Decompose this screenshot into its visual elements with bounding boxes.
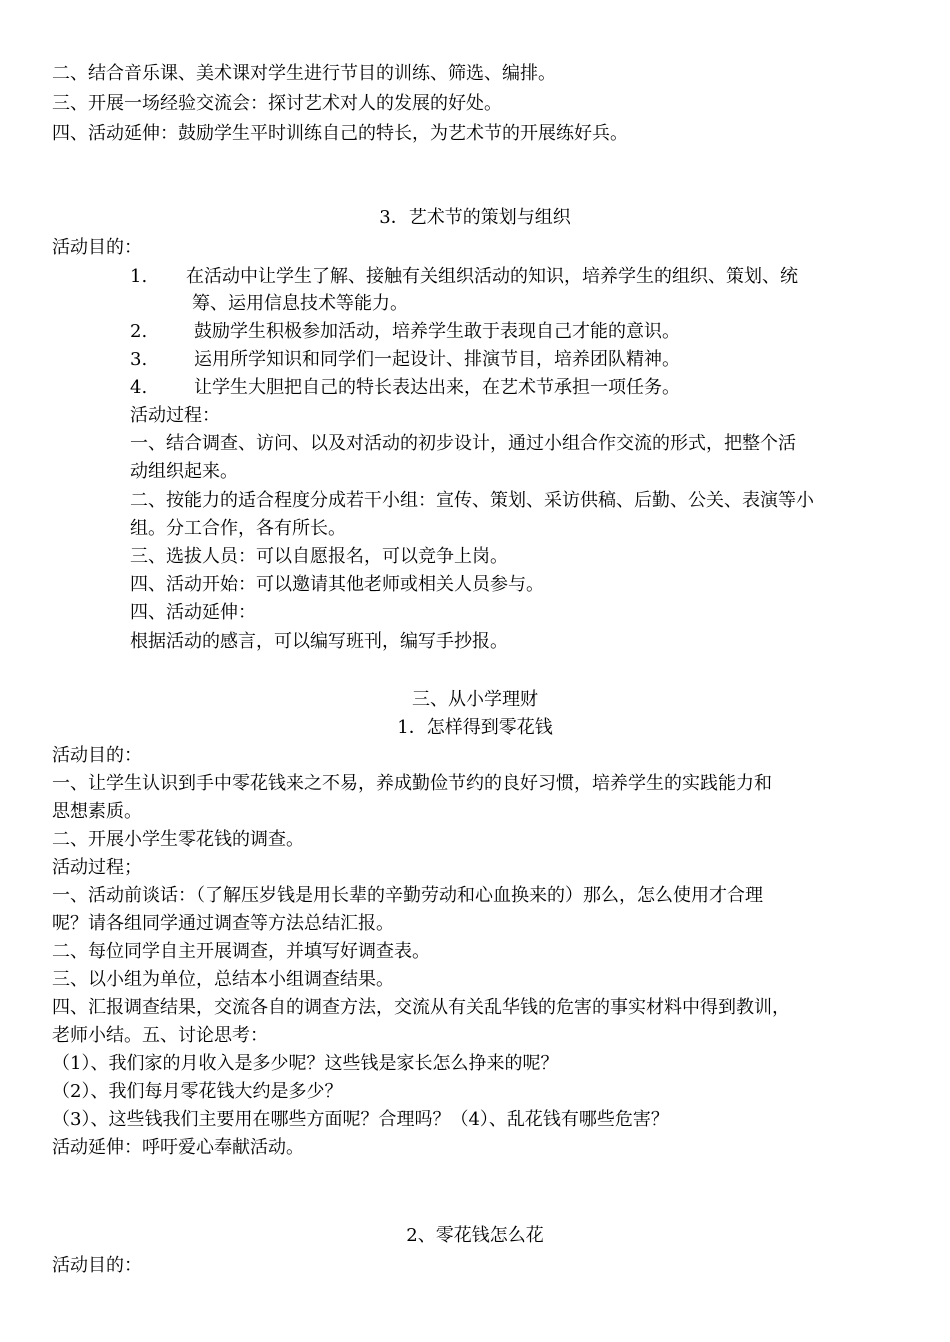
text-line: 筹、运用信息技术等能力。: [192, 293, 408, 314]
text-line: 呢？请各组同学通过调查等方法总结汇报。: [52, 913, 394, 934]
text-line: 三、以小组为单位，总结本小组调查结果。: [52, 969, 394, 990]
chapter-heading: 三、从小学理财: [412, 689, 538, 710]
text-line: 二、每位同学自主开展调查，并填写好调查表。: [52, 941, 430, 962]
text-line: 根据活动的感言，可以编写班刊，编写手抄报。: [130, 631, 508, 652]
text-line: 四、活动开始：可以邀请其他老师或相关人员参与。: [130, 574, 544, 595]
list-text: 让学生大胆把自己的特长表达出来，在艺术节承担一项任务。: [194, 377, 680, 398]
text-line: 活动目的：: [52, 237, 142, 258]
section-heading: 2、零花钱怎么花: [406, 1225, 544, 1246]
text-line: 动组织起来。: [130, 461, 238, 482]
text-line: 思想素质。: [52, 801, 142, 822]
list-item: [130, 320, 680, 344]
list-item: [130, 265, 798, 289]
text-line: （1）、我们家的月收入是多少呢？这些钱是家长怎么挣来的呢？: [52, 1053, 559, 1074]
text-line: 组。分工合作，各有所长。: [130, 518, 346, 539]
text-line: 活动延伸：呼吁爱心奉献活动。: [52, 1137, 304, 1158]
list-number: 1.: [130, 266, 148, 287]
list-item: [130, 348, 680, 372]
list-text: 运用所学知识和同学们一起设计、排演节目，培养团队精神。: [194, 349, 680, 370]
text-line: （2）、我们每月零花钱大约是多少？: [52, 1081, 343, 1102]
list-text: 在活动中让学生了解、接触有关组织活动的知识，培养学生的组织、策划、统: [186, 266, 798, 287]
text-line: 三、选拔人员：可以自愿报名，可以竞争上岗。: [130, 546, 508, 567]
text-line: 活动目的：: [52, 745, 142, 766]
text-line: 一、活动前谈话：（了解压岁钱是用长辈的辛勤劳动和心血换来的）那么，怎么使用才合理: [52, 885, 763, 906]
text-line: 三、开展一场经验交流会：探讨艺术对人的发展的好处。: [52, 93, 502, 114]
text-line: （3）、这些钱我们主要用在哪些方面呢？合理吗？（4）、乱花钱有哪些危害？: [52, 1109, 669, 1130]
text-line: 老师小结。五、讨论思考：: [52, 1025, 268, 1046]
list-text: 鼓励学生积极参加活动，培养学生敢于表现自己才能的意识。: [194, 321, 680, 342]
text-line: 一、让学生认识到手中零花钱来之不易，养成勤俭节约的良好习惯，培养学生的实践能力和: [52, 773, 772, 794]
text-line: 二、按能力的适合程度分成若干小组：宣传、策划、采访供稿、后勤、公关、表演等小: [130, 490, 814, 511]
text-line: 活动过程；: [52, 857, 142, 878]
list-number: 2.: [130, 321, 148, 342]
text-line: 活动过程：: [130, 405, 220, 426]
text-line: 四、汇报调查结果，交流各自的调查方法，交流从有关乱华钱的危害的事实材料中得到教训，: [52, 997, 790, 1018]
list-item: [130, 376, 680, 400]
text-line: 四、活动延伸：: [130, 602, 256, 623]
list-number: 3.: [130, 349, 148, 370]
text-line: 一、结合调查、访问、以及对活动的初步设计，通过小组合作交流的形式，把整个活: [130, 433, 796, 454]
text-line: 二、结合音乐课、美术课对学生进行节目的训练、筛选、编排。: [52, 63, 556, 84]
text-line: 二、开展小学生零花钱的调查。: [52, 829, 304, 850]
section-heading: 1．怎样得到零花钱: [397, 717, 553, 738]
text-line: 活动目的：: [52, 1255, 142, 1276]
section-heading: 3．艺术节的策划与组织: [379, 207, 571, 228]
text-line: 四、活动延伸：鼓励学生平时训练自己的特长，为艺术节的开展练好兵。: [52, 123, 628, 144]
list-number: 4.: [130, 377, 148, 398]
